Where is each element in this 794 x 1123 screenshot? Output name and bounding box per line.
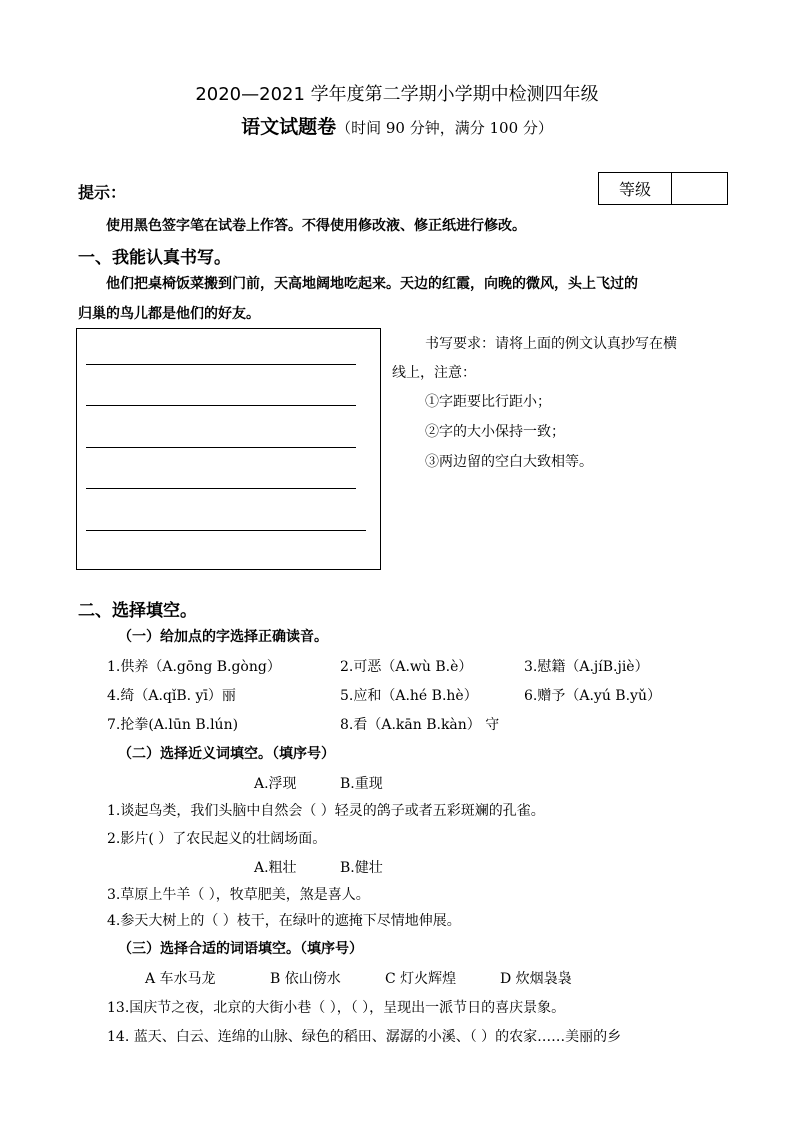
question-2: 2.影片( ）了农民起义的壮阔场面。 — [107, 831, 327, 847]
pinyin-item: 7.抡拳(A.lūn B.lún) — [107, 717, 239, 733]
writing-line[interactable] — [86, 530, 366, 531]
part2-title: （二）选择近义词填空。（填序号） — [118, 746, 335, 762]
pinyin-item: 4.绮（A.qǐB. yī）丽 — [107, 688, 236, 704]
question-1: 1.谈起鸟类，我们头脑中自然会（ ）轻灵的鸽子或者五彩斑斓的孔雀。 — [107, 803, 545, 819]
hint-text: 使用黑色签字笔在试卷上作答。不得使用修改液、修正纸进行修改。 — [106, 218, 526, 234]
option-label: A.浮现 — [254, 776, 297, 792]
writing-line[interactable] — [86, 364, 356, 365]
question-14: 14. 蓝天、白云、连绵的山脉、绿色的稻田、潺潺的小溪、（ ）的农家……美丽的乡 — [107, 1029, 622, 1045]
writing-line[interactable] — [86, 488, 356, 489]
question-4: 4.参天大树上的（ ）枝干，在绿叶的遮掩下尽情地伸展。 — [107, 913, 461, 929]
option-label: A.粗壮 — [254, 860, 297, 876]
pinyin-item: 8.看（A.kān B.kàn） 守 — [340, 717, 500, 733]
exam-time-score: （时间 90 分钟，满分 100 分） — [336, 119, 553, 137]
requirement-item: ②字的大小保持一致； — [425, 424, 565, 440]
option-label: D 炊烟袅袅 — [500, 971, 572, 987]
requirement-item: ①字距要比行距小； — [425, 394, 551, 410]
requirement-item: ③两边留的空白大致相等。 — [425, 454, 593, 470]
passage-line1: 他们把桌椅饭菜搬到门前，天高地阔地吃起来。天边的红霞，向晚的微风，头上飞过的 — [106, 276, 638, 292]
section1-title: 一、我能认真书写。 — [78, 248, 231, 268]
writing-line[interactable] — [86, 447, 356, 448]
pinyin-item: 3.慰籍（A.jíB.jiè） — [524, 659, 649, 675]
option-label: C 灯火辉煌 — [385, 971, 457, 987]
grade-label: 等级 — [599, 173, 672, 204]
grade-value-cell[interactable] — [672, 173, 727, 204]
pinyin-item: 2.可恶（A.wù B.è） — [340, 659, 473, 675]
grade-box — [598, 172, 728, 205]
option-label: B.健壮 — [340, 860, 383, 876]
part1-title: （一）给加点的字选择正确读音。 — [118, 629, 328, 645]
hint-label: 提示： — [78, 183, 127, 202]
copy-writing-box[interactable] — [76, 328, 381, 570]
exam-title-line2 — [0, 112, 794, 139]
writing-line[interactable] — [86, 405, 356, 406]
pinyin-item: 6.赠予（A.yú B.yǔ） — [524, 688, 661, 704]
writing-requirement-line1: 书写要求：请将上面的例文认真抄写在横 — [425, 336, 677, 352]
option-label: B.重现 — [340, 776, 383, 792]
pinyin-item: 1.供养（A.gōng B.gòng） — [107, 659, 281, 675]
question-13: 13.国庆节之夜，北京的大街小巷（ ），（ ），呈现出一派节日的喜庆景象。 — [107, 1000, 566, 1016]
option-label: A 车水马龙 — [145, 971, 216, 987]
question-3: 3.草原上牛羊（ ），牧草肥美，煞是喜人。 — [107, 887, 370, 903]
passage-line2: 归巢的鸟儿都是他们的好友。 — [78, 306, 260, 322]
section2-title: 二、选择填空。 — [78, 601, 197, 621]
option-label: B 依山傍水 — [270, 971, 341, 987]
exam-subject-title: 语文试题卷 — [241, 116, 337, 138]
exam-title-line1: 2020—2021 学年度第二学期小学期中检测四年级 — [195, 84, 599, 105]
part3-title: （三）选择合适的词语填空。（填序号） — [118, 941, 363, 957]
writing-requirement-line2: 线上，注意： — [392, 365, 476, 381]
pinyin-item: 5.应和（A.hé B.hè） — [340, 688, 478, 704]
